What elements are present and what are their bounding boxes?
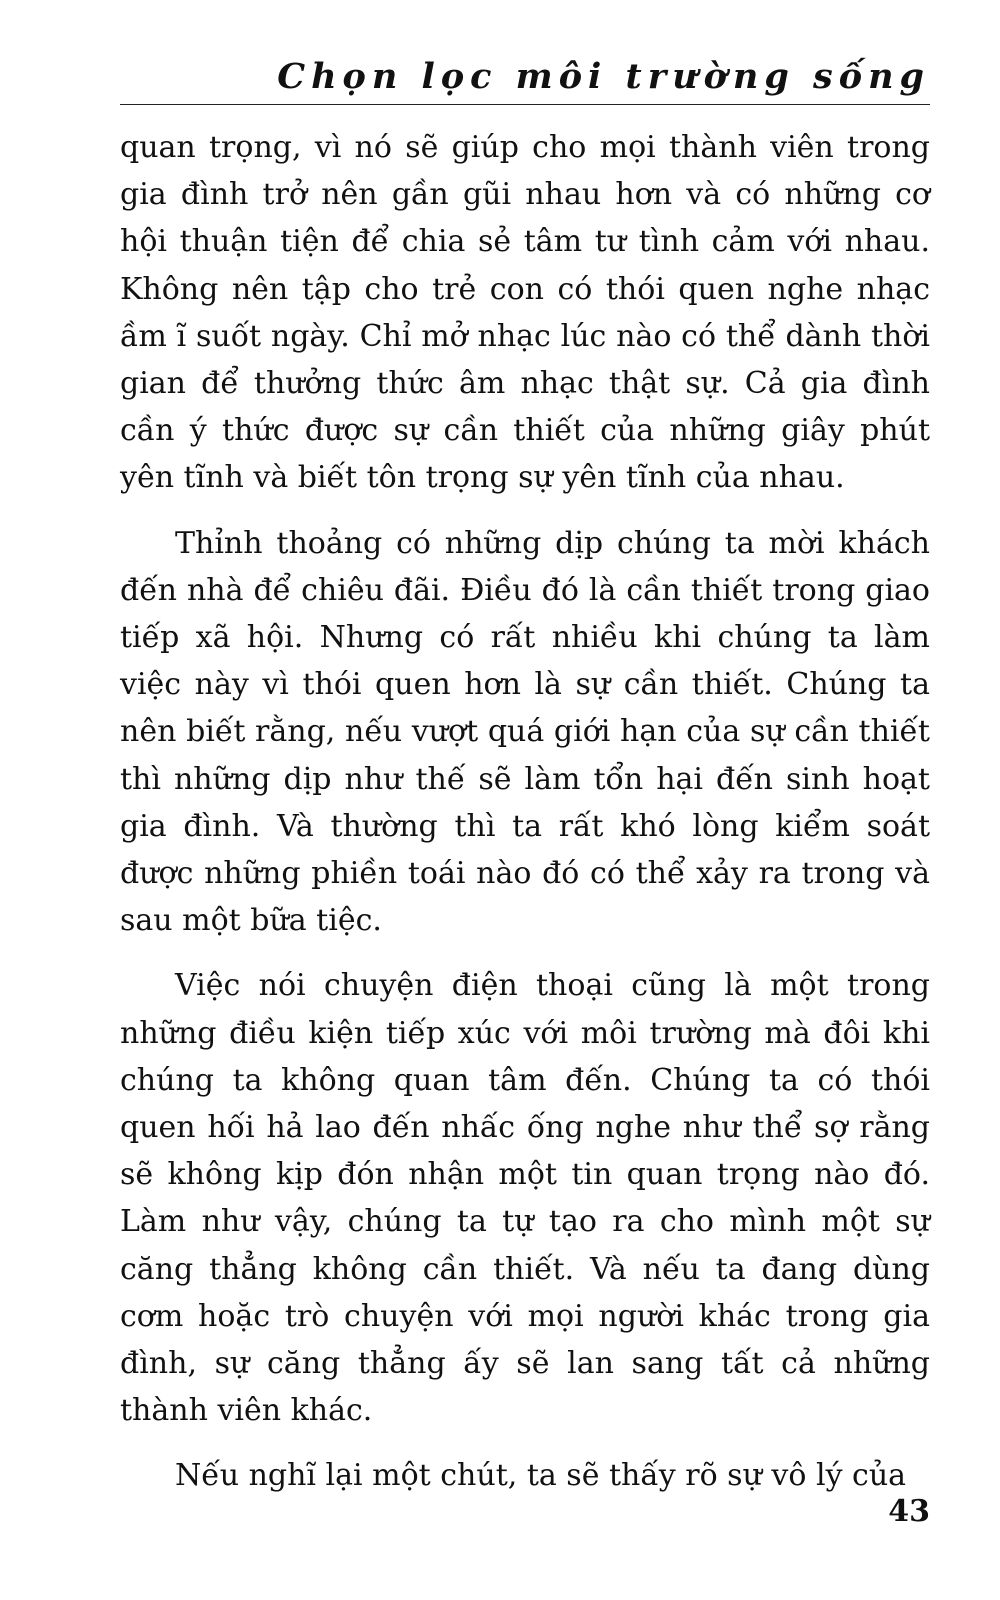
paragraph: Việc nói chuyện điện thoại cũng là một trong những điều kiện tiếp xúc với môi trường mà đôi khi chúng ta không quan tâm đến. Chúng ta có thói quen hối hả lao đến nhấc ống nghe như thể sợ rằng sẽ không kịp đón nhận một tin quan trọng nào đó. Làm như vậy, chúng ta tự tạo ra cho mình một sự căng thẳng không cần thiết. Và nếu ta đang dùng cơm hoặc trò chuyện với mọi người khác trong gia đình, sự căng thẳng ấy sẽ lan sang tất cả những thành viên khác. xyxy=(120,968,930,1429)
paragraph-continued: quan trọng, vì nó sẽ giúp cho mọi thành viên trong gia đình trở nên gần gũi nhau hơn và có những cơ hội thuận tiện để chia sẻ tâm tư tình cảm với nhau. Không nên tập cho trẻ con có thói quen nghe nhạc ầm ĩ suốt ngày. Chỉ mở nhạc lúc nào có thể dành thời gian để thưởng thức âm nhạc thật sự. Cả gia đình cần ý thức được sự cần thiết của những giây phút yên tĩnh và biết tôn trọng sự yên tĩnh của nhau. xyxy=(120,130,930,496)
paragraph: Thỉnh thoảng có những dịp chúng ta mời khách đến nhà để chiêu đãi. Điều đó là cần thiết trong giao tiếp xã hội. Nhưng có rất nhiều khi chúng ta làm việc này vì thói quen hơn là sự cần thiết. Chúng ta nên biết rằng, nếu vượt quá giới hạn của sự cần thiết thì những dịp như thế sẽ làm tổn hại đến sinh hoạt gia đình. Và thường thì ta rất khó lòng kiểm soát được những phiền toái nào đó có thể xảy ra trong và sau một bữa tiệc. xyxy=(120,525,930,939)
body-text xyxy=(120,124,930,1518)
page-number: 43 xyxy=(888,1494,930,1529)
running-header-title: Chọn lọc môi trường sống xyxy=(277,56,930,97)
header-rule xyxy=(120,104,930,105)
paragraph: Nếu nghĩ lại một chút, ta sẽ thấy rõ sự vô lý của xyxy=(175,1458,907,1494)
